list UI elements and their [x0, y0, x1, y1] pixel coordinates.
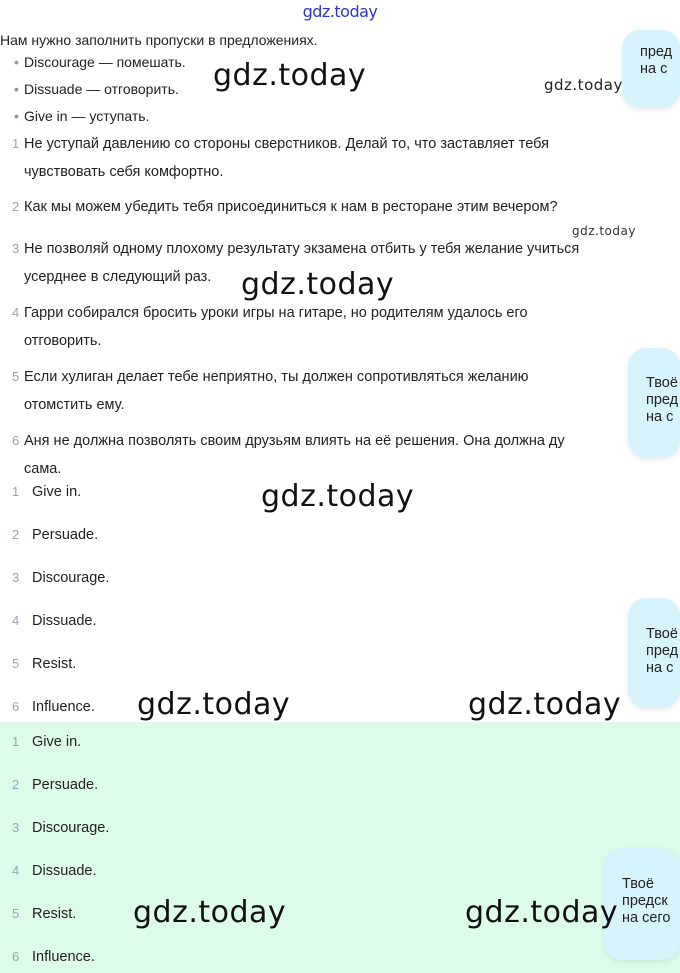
promo-card-text: на с	[646, 409, 674, 425]
sentence-line: отомстить ему.	[24, 397, 125, 413]
sentence-line: усерднее в следующий раз.	[24, 269, 212, 285]
sentence-number: 2	[12, 199, 20, 214]
answer-item	[0, 564, 680, 607]
task-intro: Нам нужно заполнить пропуски в предложениях.	[0, 32, 318, 48]
answer-number: 6	[12, 699, 20, 714]
answer-number: 3	[12, 820, 20, 835]
promo-card-text: пред	[640, 44, 673, 60]
sentence-list	[0, 130, 640, 483]
vocab-item: • Discourage — помешать.	[14, 53, 186, 80]
vocabulary-list	[14, 53, 186, 134]
promo-card[interactable]	[628, 348, 680, 458]
sentence-item	[0, 363, 640, 427]
answer-text: Persuade.	[32, 527, 99, 543]
answer-item	[0, 607, 680, 650]
watermark: gdz.today	[213, 58, 367, 93]
answer-list-highlighted	[0, 722, 680, 973]
answer-text: Influence.	[32, 949, 95, 965]
answer-item	[0, 521, 680, 564]
sentence-number: 6	[12, 433, 20, 448]
promo-card-text: Твоё	[646, 626, 678, 642]
watermark: gdz.today	[137, 687, 291, 722]
promo-card-text: пред	[646, 392, 679, 408]
sentence-line: сама.	[24, 461, 62, 477]
answer-item	[0, 851, 680, 894]
answer-number: 5	[12, 656, 20, 671]
answer-text: Persuade.	[32, 777, 99, 793]
promo-card-text: на с	[646, 660, 674, 676]
promo-card-text: Твоё	[646, 375, 678, 391]
sentence-item	[0, 193, 640, 235]
sentence-line: Не позволяй одному плохому результату экзамена отбить у тебя желание учиться	[24, 241, 580, 257]
answer-text: Give in.	[32, 484, 82, 500]
sentence-item	[0, 130, 640, 193]
sentence-number: 5	[12, 369, 20, 384]
sentence-line: Гарри собирался бросить уроки игры на гитаре, но родителям удалось его	[24, 305, 528, 321]
answer-text: Dissuade.	[32, 863, 97, 879]
answer-number: 4	[12, 863, 20, 878]
answer-text: Discourage.	[32, 570, 110, 586]
answer-text: Discourage.	[32, 820, 110, 836]
watermark: gdz.today	[572, 224, 636, 238]
answer-number: 1	[12, 734, 20, 749]
answer-number: 6	[12, 949, 20, 964]
watermark: gdz.today	[261, 479, 415, 514]
answer-item	[0, 765, 680, 808]
answer-number: 1	[12, 484, 20, 499]
vocab-item: • Dissuade — отговорить.	[14, 80, 186, 107]
promo-card[interactable]	[622, 30, 680, 108]
answer-number: 5	[12, 906, 20, 921]
watermark: gdz.today	[468, 687, 622, 722]
sentence-line: Если хулиган делает тебе неприятно, ты должен сопротивляться желанию	[24, 369, 529, 385]
vocab-item: • Give in — уступать.	[14, 107, 186, 134]
sentence-number: 4	[12, 305, 20, 320]
sentence-item	[0, 427, 640, 483]
answer-number: 2	[12, 777, 20, 792]
answer-item	[0, 722, 680, 765]
sentence-line: Как мы можем убедить тебя присоединиться к нам в ресторане этим вечером?	[24, 199, 558, 215]
sentence-line: чувствовать себя комфортно.	[24, 164, 224, 180]
watermark: gdz.today	[544, 76, 623, 94]
answer-number: 2	[12, 527, 20, 542]
sentence-item	[0, 299, 640, 363]
watermark: gdz.today	[241, 267, 395, 302]
sentence-line: Не уступай давлению со стороны сверстников. Делай то, что заставляет тебя	[24, 136, 550, 152]
watermark: gdz.today	[133, 895, 287, 930]
answer-text: Resist.	[32, 656, 77, 672]
answer-item	[0, 937, 680, 973]
sentence-line: Аня не должна позволять своим друзьям влиять на её решения. Она должна ду	[24, 433, 565, 449]
sentence-number: 1	[12, 136, 20, 151]
sentence-line: отговорить.	[24, 333, 102, 349]
watermark: gdz.today	[465, 895, 619, 930]
answer-item	[0, 808, 680, 851]
answer-text: Resist.	[32, 906, 77, 922]
answer-text: Dissuade.	[32, 613, 97, 629]
answer-number: 4	[12, 613, 20, 628]
promo-card-text: на сего	[622, 910, 671, 926]
top-watermark: gdz.today	[302, 2, 378, 21]
promo-card-text: пред	[646, 643, 679, 659]
sentence-number: 3	[12, 241, 20, 256]
promo-card[interactable]	[628, 598, 680, 708]
promo-card-text: Твоё	[622, 876, 654, 892]
promo-card-text: на с	[640, 61, 668, 77]
answer-text: Influence.	[32, 699, 95, 715]
promo-card-text: предск	[622, 893, 668, 909]
answer-number: 3	[12, 570, 20, 585]
answer-text: Give in.	[32, 734, 82, 750]
